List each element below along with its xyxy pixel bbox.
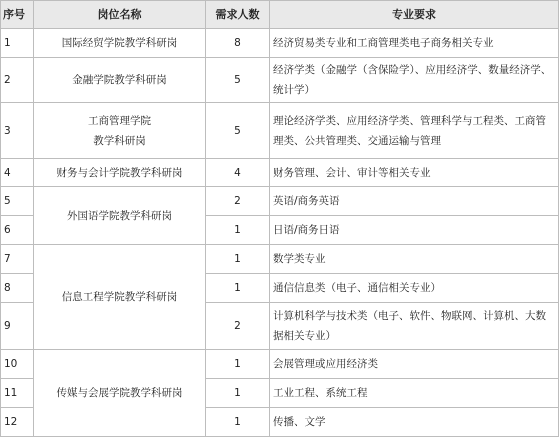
row-number: 9 — [1, 303, 34, 350]
post-name — [34, 103, 206, 159]
headcount: 2 — [206, 303, 270, 350]
row-number: 4 — [1, 159, 34, 187]
requirement: 通信信息类（电子、通信相关专业） — [270, 274, 559, 303]
headcount: 1 — [206, 379, 270, 408]
table-row — [1, 245, 559, 274]
row-number: 10 — [1, 350, 34, 379]
row-number: 2 — [1, 58, 34, 103]
row-number: 1 — [1, 29, 34, 58]
headcount: 1 — [206, 245, 270, 274]
headcount: 2 — [206, 187, 270, 216]
table-row — [1, 350, 559, 379]
requirement: 工业工程、系统工程 — [270, 379, 559, 408]
headcount: 5 — [206, 103, 270, 159]
post-name: 国际经贸学院教学科研岗 — [34, 29, 206, 58]
header-post: 岗位名称 — [34, 1, 206, 29]
post-name-line-1: 工商管理学院 — [88, 114, 151, 127]
headcount: 1 — [206, 350, 270, 379]
row-number: 8 — [1, 274, 34, 303]
post-name: 金融学院教学科研岗 — [34, 58, 206, 103]
post-name: 财务与会计学院教学科研岗 — [34, 159, 206, 187]
requirement: 英语/商务英语 — [270, 187, 559, 216]
headcount: 4 — [206, 159, 270, 187]
table-row — [1, 29, 559, 58]
row-number: 11 — [1, 379, 34, 408]
requirement: 经济贸易类专业和工商管理类电子商务相关专业 — [270, 29, 559, 58]
headcount: 8 — [206, 29, 270, 58]
post-name: 外国语学院教学科研岗 — [34, 187, 206, 245]
row-number: 5 — [1, 187, 34, 216]
table-header-row — [1, 1, 559, 29]
row-number: 7 — [1, 245, 34, 274]
requirement: 会展管理或应用经济类 — [270, 350, 559, 379]
requirement: 日语/商务日语 — [270, 216, 559, 245]
header-count: 需求人数 — [206, 1, 270, 29]
requirement: 数学类专业 — [270, 245, 559, 274]
requirement: 财务管理、会计、审计等相关专业 — [270, 159, 559, 187]
table-row — [1, 159, 559, 187]
table-row — [1, 58, 559, 103]
headcount: 5 — [206, 58, 270, 103]
post-name: 传媒与会展学院教学科研岗 — [34, 350, 206, 437]
table-row — [1, 103, 559, 159]
header-requirement: 专业要求 — [270, 1, 559, 29]
headcount: 1 — [206, 274, 270, 303]
post-name: 信息工程学院教学科研岗 — [34, 245, 206, 350]
row-number: 3 — [1, 103, 34, 159]
requirement: 经济学类（金融学（含保险学）、应用经济学、数量经济学、统计学） — [270, 58, 559, 103]
requirement: 计算机科学与技术类（电子、软件、物联网、计算机、大数据相关专业） — [270, 303, 559, 350]
header-number: 序号 — [1, 1, 34, 29]
headcount: 1 — [206, 216, 270, 245]
headcount: 1 — [206, 408, 270, 437]
post-name-line-2: 教学科研岗 — [93, 134, 146, 147]
row-number: 6 — [1, 216, 34, 245]
requirement: 理论经济学类、应用经济学类、管理科学与工程类、工商管理类、公共管理类、交通运输与管理 — [270, 103, 559, 159]
row-number: 12 — [1, 408, 34, 437]
table-row — [1, 187, 559, 216]
requirement: 传播、文学 — [270, 408, 559, 437]
